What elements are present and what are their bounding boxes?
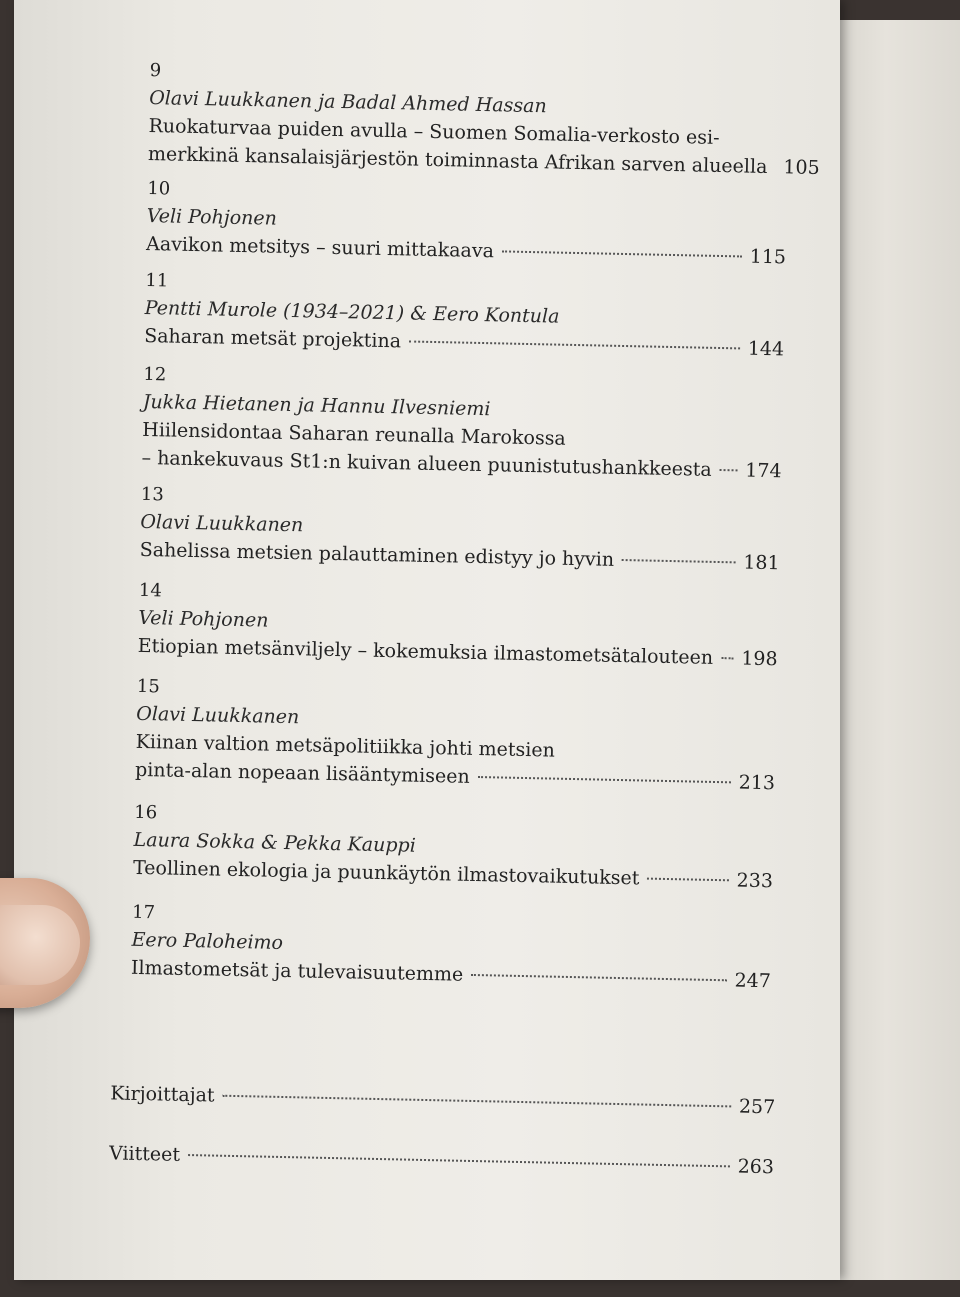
- chapter-title: pinta-alan nopeaan lisääntymiseen: [135, 756, 470, 791]
- chapter-author: Olavi Luukkanen: [136, 700, 776, 741]
- chapter-number: 16: [134, 800, 774, 839]
- chapter-number: 17: [132, 900, 772, 939]
- toc-entry-12[interactable]: [141, 362, 783, 485]
- chapter-author: Eero Paloheimo: [131, 926, 771, 967]
- chapter-number: 15: [137, 674, 777, 713]
- chapter-title: Teollinen ekologia ja puunkäytön ilmastovaikutukset: [133, 854, 640, 893]
- dot-leader: [647, 878, 728, 882]
- page-number: 233: [736, 866, 773, 895]
- chapter-number: 14: [139, 578, 779, 617]
- toc-entry-9[interactable]: [148, 58, 790, 181]
- dot-leader: [720, 469, 738, 471]
- chapter-author: Veli Pohjonen: [138, 604, 778, 645]
- toc-entry-15[interactable]: [135, 674, 777, 797]
- end-matter-line: [110, 1079, 775, 1121]
- dot-leader: [223, 1095, 731, 1108]
- chapter-title: Ilmastometsät ja tulevaisuutemme: [131, 954, 464, 989]
- page-number: 198: [741, 645, 778, 674]
- end-matter-line: [109, 1139, 774, 1181]
- chapter-number: 11: [145, 268, 785, 307]
- chapter-number: 13: [141, 482, 781, 521]
- toc-entry-10[interactable]: [146, 176, 788, 271]
- toc-entry-13[interactable]: [139, 482, 781, 577]
- toc-entry-16[interactable]: [133, 800, 775, 895]
- chapter-author: Pentti Murole (1934–2021) & Eero Kontula: [145, 294, 785, 335]
- page-number: 247: [734, 966, 771, 995]
- end-matter-title: Viitteet: [109, 1139, 181, 1168]
- page-number: 181: [743, 549, 780, 578]
- chapter-author: Laura Sokka & Pekka Kauppi: [133, 826, 773, 867]
- toc-entry-11[interactable]: [144, 268, 786, 363]
- chapter-title: – hankekuvaus St1:n kuivan alueen puunistutushankkeesta: [141, 444, 712, 484]
- page-number: 105: [783, 153, 820, 182]
- toc-entry-17[interactable]: [131, 900, 773, 995]
- dot-leader: [409, 340, 740, 349]
- chapter-author: Olavi Luukkanen ja Badal Ahmed Hassan: [149, 84, 789, 125]
- chapter-title: Saharan metsät projektina: [144, 322, 401, 355]
- page-number: 115: [749, 243, 786, 272]
- chapter-number: 9: [149, 58, 789, 97]
- toc-entry-14[interactable]: [137, 578, 779, 673]
- toc-entry-viitteet[interactable]: [109, 1139, 774, 1181]
- dot-leader: [502, 250, 742, 257]
- chapter-title-line: Ruokaturvaa puiden avulla – Suomen Somalia-verkosto esi-: [148, 112, 788, 153]
- page-number: 174: [745, 457, 782, 486]
- page-number: 213: [738, 768, 775, 797]
- dot-leader: [478, 776, 731, 783]
- dot-leader: [622, 559, 735, 563]
- chapter-author: Veli Pohjonen: [146, 202, 786, 243]
- chapter-title: merkkinä kansalaisjärjestön toiminnasta Afrikan sarven alueella: [148, 140, 768, 181]
- chapter-title: Aavikon metsitys – suuri mittakaava: [146, 230, 494, 265]
- chapter-author: Jukka Hietanen ja Hannu Ilvesniemi: [143, 388, 783, 429]
- dot-leader: [188, 1154, 730, 1167]
- toc-entry-kirjoittajat[interactable]: [110, 1079, 775, 1121]
- dot-leader: [471, 974, 726, 981]
- page-number: 257: [739, 1093, 776, 1122]
- page-number: 144: [748, 335, 785, 364]
- chapter-title-line: Kiinan valtion metsäpolitiikka johti metsien: [135, 728, 775, 769]
- chapter-number: 10: [147, 176, 787, 215]
- chapter-author: Olavi Luukkanen: [140, 508, 780, 549]
- chapter-title: Etiopian metsänviljely – kokemuksia ilmastometsätalouteen: [137, 632, 713, 672]
- chapter-title-line: Hiilensidontaa Saharan reunalla Marokossa: [142, 416, 782, 457]
- chapter-number: 12: [143, 362, 783, 401]
- page-number: 263: [737, 1153, 774, 1182]
- chapter-title: Sahelissa metsien palauttaminen edistyy jo hyvin: [139, 536, 614, 574]
- dot-leader: [721, 657, 733, 659]
- end-matter-title: Kirjoittajat: [110, 1079, 215, 1109]
